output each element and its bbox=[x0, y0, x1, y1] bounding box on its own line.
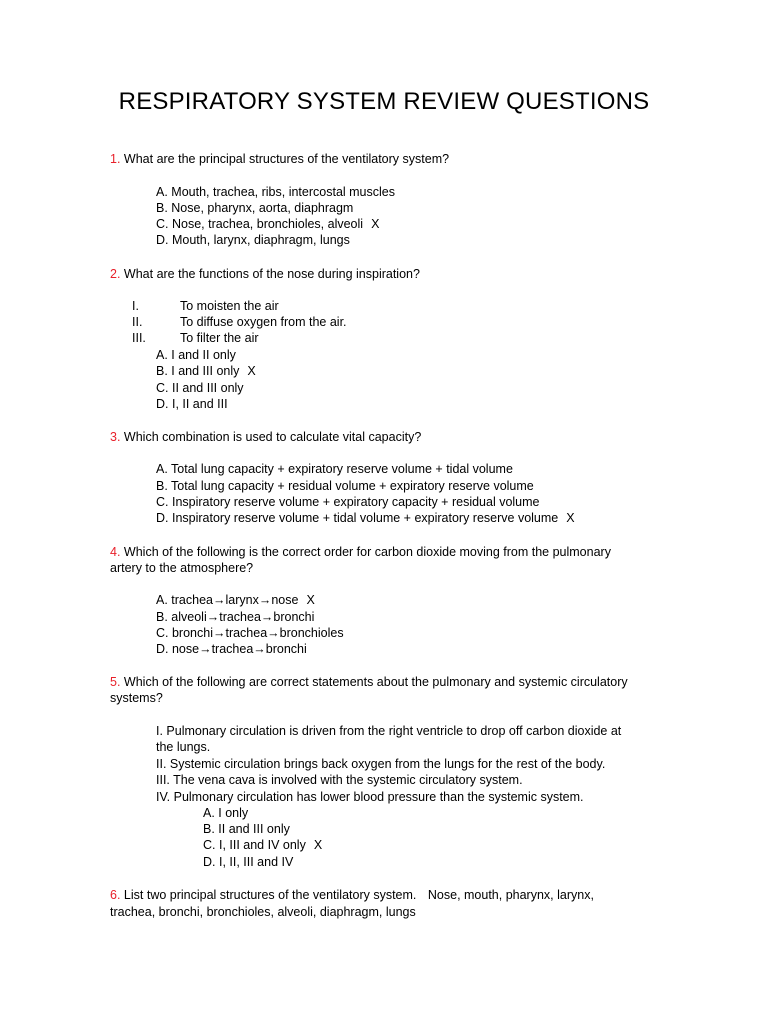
option-2d: D. I, II and III bbox=[156, 397, 228, 411]
option-4c: C. bronchi→trachea→bronchioles bbox=[156, 626, 344, 640]
option-5a: A. I only bbox=[203, 806, 249, 820]
question-5-continued: systems? bbox=[110, 691, 163, 705]
question-1 bbox=[110, 151, 449, 167]
question-3 bbox=[110, 429, 421, 445]
question-text: What are the principal structures of the ventilatory system? bbox=[123, 152, 450, 166]
statement-2-i bbox=[132, 298, 279, 314]
statement-number: II. bbox=[132, 315, 143, 329]
answer-text: Nose, mouth, pharynx, larynx, bbox=[427, 888, 594, 902]
answer-mark: X bbox=[247, 364, 256, 378]
option-3a: A. Total lung capacity + expiratory reserve volume + tidal volume bbox=[156, 462, 513, 476]
option-text: C. Nose, trachea, bronchioles, alveoli bbox=[156, 217, 364, 231]
option-3c: C. Inspiratory reserve volume + expiratory capacity + residual volume bbox=[156, 495, 540, 509]
question-5 bbox=[110, 674, 628, 690]
question-number: 2. bbox=[110, 267, 121, 281]
question-text: Which combination is used to calculate vital capacity? bbox=[123, 430, 422, 444]
question-text-line: Which of the following are correct statements about the pulmonary and systemic circulatory bbox=[123, 675, 628, 689]
option-1c bbox=[156, 216, 379, 232]
question-number: 5. bbox=[110, 675, 121, 689]
option-1d: D. Mouth, larynx, diaphragm, lungs bbox=[156, 233, 350, 247]
answer-mark: X bbox=[313, 838, 323, 852]
statement-2-iii bbox=[132, 330, 259, 346]
option-3b: B. Total lung capacity + residual volume + expiratory reserve volume bbox=[156, 479, 534, 493]
option-5d: D. I, II, III and IV bbox=[203, 855, 294, 869]
question-4-continued: artery to the atmosphere? bbox=[110, 561, 254, 575]
answer-mark: X bbox=[566, 511, 575, 525]
option-1b: B. Nose, pharynx, aorta, diaphragm bbox=[156, 201, 354, 215]
statement-5-iv: IV. Pulmonary circulation has lower blood pressure than the systemic system. bbox=[156, 790, 584, 804]
statement-text: To filter the air bbox=[180, 331, 259, 345]
statement-5-ii: II. Systemic circulation brings back oxygen from the lungs for the rest of the body. bbox=[156, 757, 606, 771]
statement-2-ii bbox=[132, 314, 347, 330]
answer-mark: X bbox=[371, 217, 380, 231]
question-2 bbox=[110, 266, 420, 282]
option-3d bbox=[156, 510, 575, 526]
statement-5-iii: III. The vena cava is involved with the systemic circulatory system. bbox=[156, 773, 523, 787]
statement-text: To moisten the air bbox=[180, 299, 279, 313]
question-6 bbox=[110, 887, 594, 903]
question-number: 4. bbox=[110, 545, 121, 559]
option-text: B. I and III only bbox=[156, 364, 240, 378]
page-title: RESPIRATORY SYSTEM REVIEW QUESTIONS bbox=[118, 88, 650, 115]
option-4a bbox=[156, 592, 315, 608]
question-number: 1. bbox=[110, 152, 121, 166]
question-text: What are the functions of the nose during inspiration? bbox=[123, 267, 420, 281]
statement-number: I. bbox=[132, 299, 139, 313]
question-text: List two principal structures of the ventilatory system. bbox=[123, 888, 417, 902]
option-5c bbox=[203, 837, 322, 853]
question-number: 6. bbox=[110, 888, 121, 902]
option-2b bbox=[156, 363, 256, 379]
option-4b: B. alveoli→trachea→bronchi bbox=[156, 610, 315, 624]
statement-5-i: I. Pulmonary circulation is driven from the right ventricle to drop off carbon dioxide at bbox=[156, 724, 622, 738]
question-number: 3. bbox=[110, 430, 121, 444]
question-4 bbox=[110, 544, 611, 560]
option-text: A. trachea→larynx→nose bbox=[156, 593, 299, 607]
option-1a: A. Mouth, trachea, ribs, intercostal muscles bbox=[156, 185, 395, 199]
option-2a: A. I and II only bbox=[156, 348, 236, 362]
statement-5-i-continued: the lungs. bbox=[156, 740, 211, 754]
option-text: C. I, III and IV only bbox=[203, 838, 306, 852]
answer-6-continued: trachea, bronchi, bronchioles, alveoli, diaphragm, lungs bbox=[110, 905, 416, 919]
statement-number: III. bbox=[132, 331, 146, 345]
option-5b: B. II and III only bbox=[203, 822, 290, 836]
option-text: D. Inspiratory reserve volume + tidal volume + expiratory reserve volume bbox=[156, 511, 559, 525]
answer-mark: X bbox=[306, 593, 315, 607]
option-2c: C. II and III only bbox=[156, 381, 244, 395]
question-text-line: Which of the following is the correct order for carbon dioxide moving from the pulmonary bbox=[123, 545, 611, 559]
statement-text: To diffuse oxygen from the air. bbox=[180, 315, 347, 329]
option-4d: D. nose→trachea→bronchi bbox=[156, 642, 307, 656]
